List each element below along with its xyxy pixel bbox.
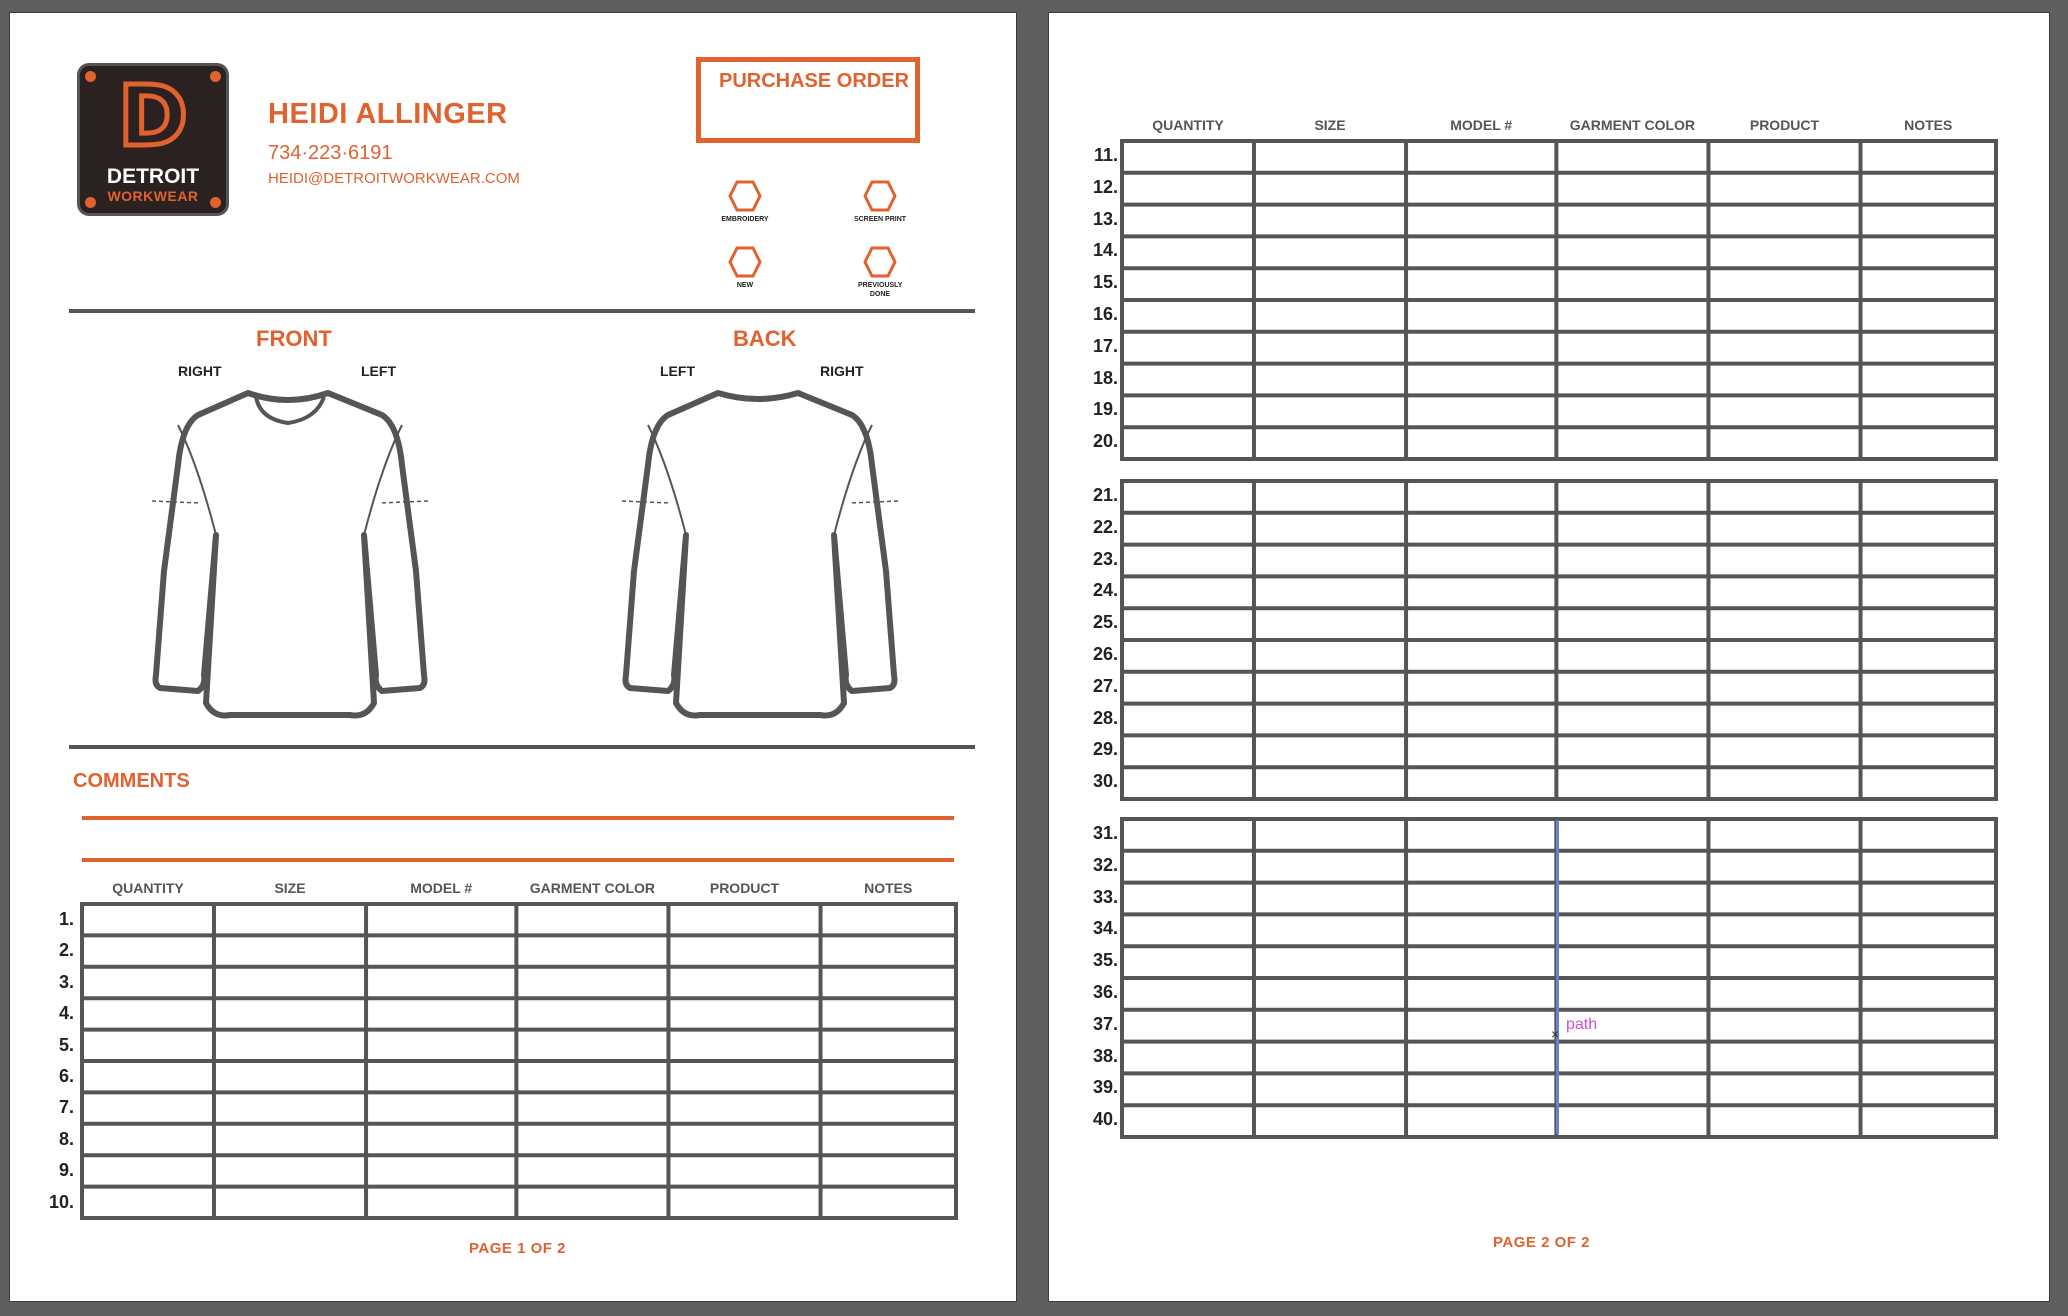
row-number: 2. (58, 940, 74, 961)
option-new[interactable] (700, 246, 790, 290)
row-number: 39. (1092, 1077, 1118, 1098)
option-label: SCREEN PRINT (853, 216, 907, 223)
column-header: GARMENT COLOR (1569, 117, 1696, 133)
page-footer: PAGE 2 OF 2 (1493, 1234, 1590, 1251)
row-number: 38. (1092, 1045, 1118, 1066)
row-number: 17. (1092, 335, 1118, 356)
front-side-label: LEFT (361, 363, 396, 379)
contact-phone: 734·223·6191 (268, 142, 393, 164)
form-title: PURCHASE ORDER (719, 70, 910, 92)
row-number: 10. (48, 1191, 74, 1212)
row-number: 25. (1092, 612, 1118, 633)
hexagon-checkbox-icon[interactable] (863, 180, 897, 212)
back-view-title: BACK (733, 326, 797, 351)
divider (69, 745, 975, 749)
row-number: 19. (1092, 399, 1118, 420)
row-number: 40. (1092, 1109, 1118, 1130)
option-embroidery[interactable] (700, 180, 790, 224)
guide-path-label: path (1566, 1016, 1598, 1033)
column-header: MODEL # (410, 880, 473, 896)
row-number: 18. (1092, 367, 1118, 388)
order-table-block-1[interactable] (1120, 139, 1998, 461)
row-number: 13. (1092, 208, 1118, 229)
order-table-page-1[interactable] (80, 902, 958, 1220)
column-header: PRODUCT (1749, 117, 1820, 133)
contact-email: HEIDI@DETROITWORKWEAR.COM (268, 170, 520, 187)
purchase-order-box[interactable] (696, 57, 920, 143)
row-number: 12. (1092, 176, 1118, 197)
row-number: 27. (1092, 675, 1118, 696)
row-number: 31. (1092, 823, 1118, 843)
comment-line[interactable] (82, 816, 954, 820)
row-number: 5. (58, 1034, 74, 1055)
row-number: 4. (58, 1003, 74, 1024)
column-header: NOTES (1904, 117, 1953, 133)
row-number: 30. (1092, 771, 1118, 792)
row-number: 6. (58, 1066, 74, 1086)
back-side-label: RIGHT (820, 363, 864, 379)
column-header: PRODUCT (709, 880, 780, 896)
row-number: 14. (1092, 240, 1118, 261)
row-number: 3. (58, 971, 74, 992)
row-number: 28. (1092, 707, 1118, 728)
hexagon-checkbox-icon[interactable] (728, 180, 762, 212)
row-number: 15. (1092, 272, 1118, 293)
row-number: 21. (1092, 485, 1118, 505)
column-guide-line[interactable] (1556, 820, 1559, 1134)
row-number: 20. (1092, 431, 1118, 452)
order-table-block-3[interactable] (1120, 817, 1998, 1139)
row-number: 36. (1092, 982, 1118, 1002)
front-side-label: RIGHT (178, 363, 222, 379)
page-footer: PAGE 1 OF 2 (469, 1240, 566, 1257)
option-previously-done[interactable] (835, 246, 925, 299)
company-logo (77, 63, 229, 216)
row-number: 9. (58, 1160, 74, 1181)
column-header: GARMENT COLOR (529, 880, 656, 896)
comment-line[interactable] (82, 858, 954, 862)
back-side-label: LEFT (660, 363, 695, 379)
column-header: QUANTITY (1152, 117, 1224, 133)
row-number: 22. (1092, 516, 1118, 537)
row-number: 32. (1092, 854, 1118, 875)
logo-subname: WORKWEAR (107, 188, 199, 204)
hexagon-checkbox-icon[interactable] (863, 246, 897, 278)
order-table-block-2[interactable] (1120, 479, 1998, 801)
row-number: 8. (58, 1128, 74, 1149)
column-header: MODEL # (1450, 117, 1513, 133)
shirt-back-diagram[interactable] (590, 385, 930, 725)
row-number: 35. (1092, 950, 1118, 971)
row-number: 34. (1092, 918, 1118, 939)
row-number: 26. (1092, 644, 1118, 664)
row-number: 7. (58, 1097, 74, 1118)
row-number: 11. (1093, 145, 1118, 165)
row-number: 24. (1092, 580, 1118, 601)
comments-label: COMMENTS (73, 770, 190, 792)
divider (69, 309, 975, 313)
hexagon-checkbox-icon[interactable] (728, 246, 762, 278)
logo-name: DETROIT (106, 165, 200, 188)
column-header: SIZE (274, 880, 306, 896)
row-number: 16. (1092, 304, 1118, 324)
option-label: PREVIOUSLY DONE (858, 282, 903, 298)
row-number: 23. (1092, 548, 1118, 569)
row-number: 29. (1092, 739, 1118, 760)
column-header: QUANTITY (112, 880, 184, 896)
contact-name: HEIDI ALLINGER (268, 98, 508, 130)
column-header: SIZE (1314, 117, 1346, 133)
row-number: 1. (58, 909, 74, 929)
option-screen-print[interactable] (835, 180, 925, 224)
row-number: 33. (1092, 886, 1118, 907)
logo-letter: D (118, 67, 188, 165)
shirt-front-diagram[interactable] (120, 385, 460, 725)
front-view-title: FRONT (256, 326, 332, 351)
column-header: NOTES (864, 880, 913, 896)
guide-anchor-icon[interactable]: × (1551, 1026, 1560, 1042)
row-number: 37. (1092, 1013, 1118, 1034)
option-label: NEW (736, 282, 754, 289)
option-label: EMBROIDERY (721, 216, 769, 223)
